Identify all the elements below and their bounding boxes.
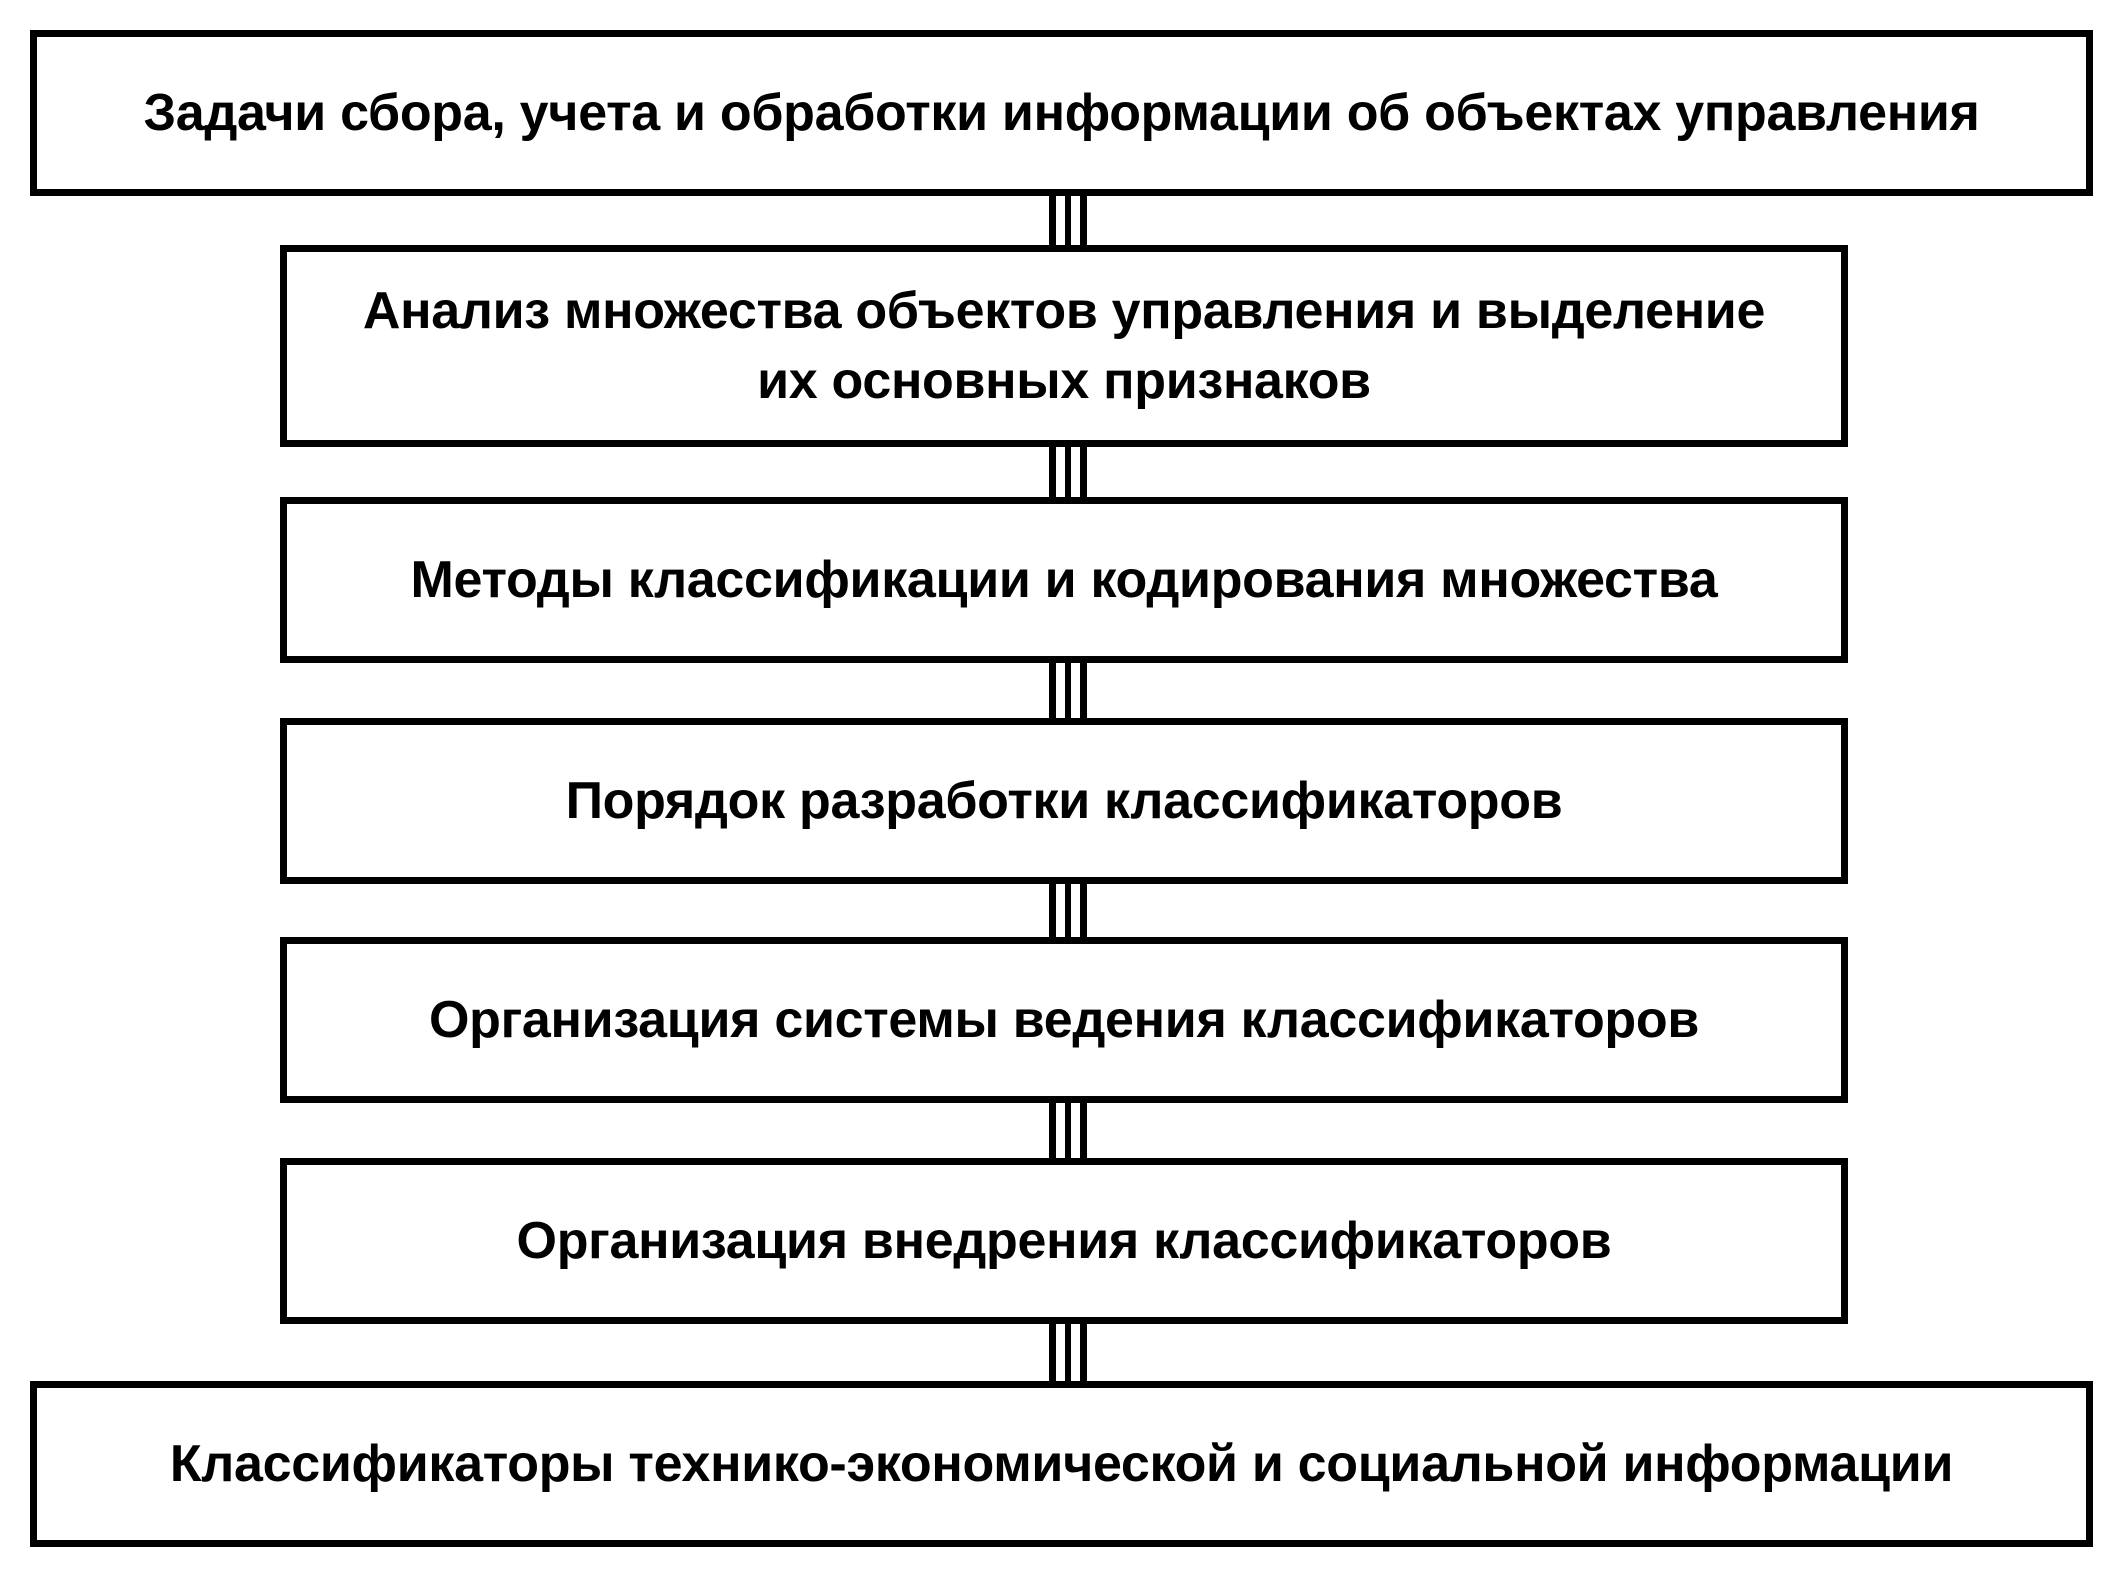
- box-label: Классификаторы технико-экономической и социальной информации: [169, 1434, 1954, 1493]
- box-label: Организация системы ведения классификаторов: [428, 990, 1700, 1049]
- double-line-connector: [1049, 1324, 1087, 1381]
- box-classifier-development: [280, 718, 1848, 884]
- double-line-connector: [1049, 1103, 1087, 1158]
- box-classifier-implementation: [280, 1158, 1848, 1324]
- double-line-connector: [1049, 447, 1087, 497]
- box-classifier-maintenance: [280, 937, 1848, 1103]
- box-classification-methods: [280, 497, 1848, 663]
- box-classifiers-result: [30, 1381, 2093, 1547]
- box-information-tasks: [30, 30, 2093, 196]
- box-label: Анализ множества объектов управления и выделение их основных признаков: [362, 281, 1766, 410]
- double-line-connector: [1049, 196, 1087, 245]
- box-object-analysis: [280, 245, 1848, 447]
- box-label: Задачи сбора, учета и обработки информации об объектах управления: [143, 83, 1980, 142]
- double-line-connector: [1049, 663, 1087, 718]
- double-line-connector: [1049, 884, 1087, 937]
- box-label: Порядок разработки классификаторов: [565, 771, 1563, 830]
- box-label: Методы классификации и кодирования множества: [410, 550, 1718, 609]
- box-label: Организация внедрения классификаторов: [516, 1211, 1612, 1270]
